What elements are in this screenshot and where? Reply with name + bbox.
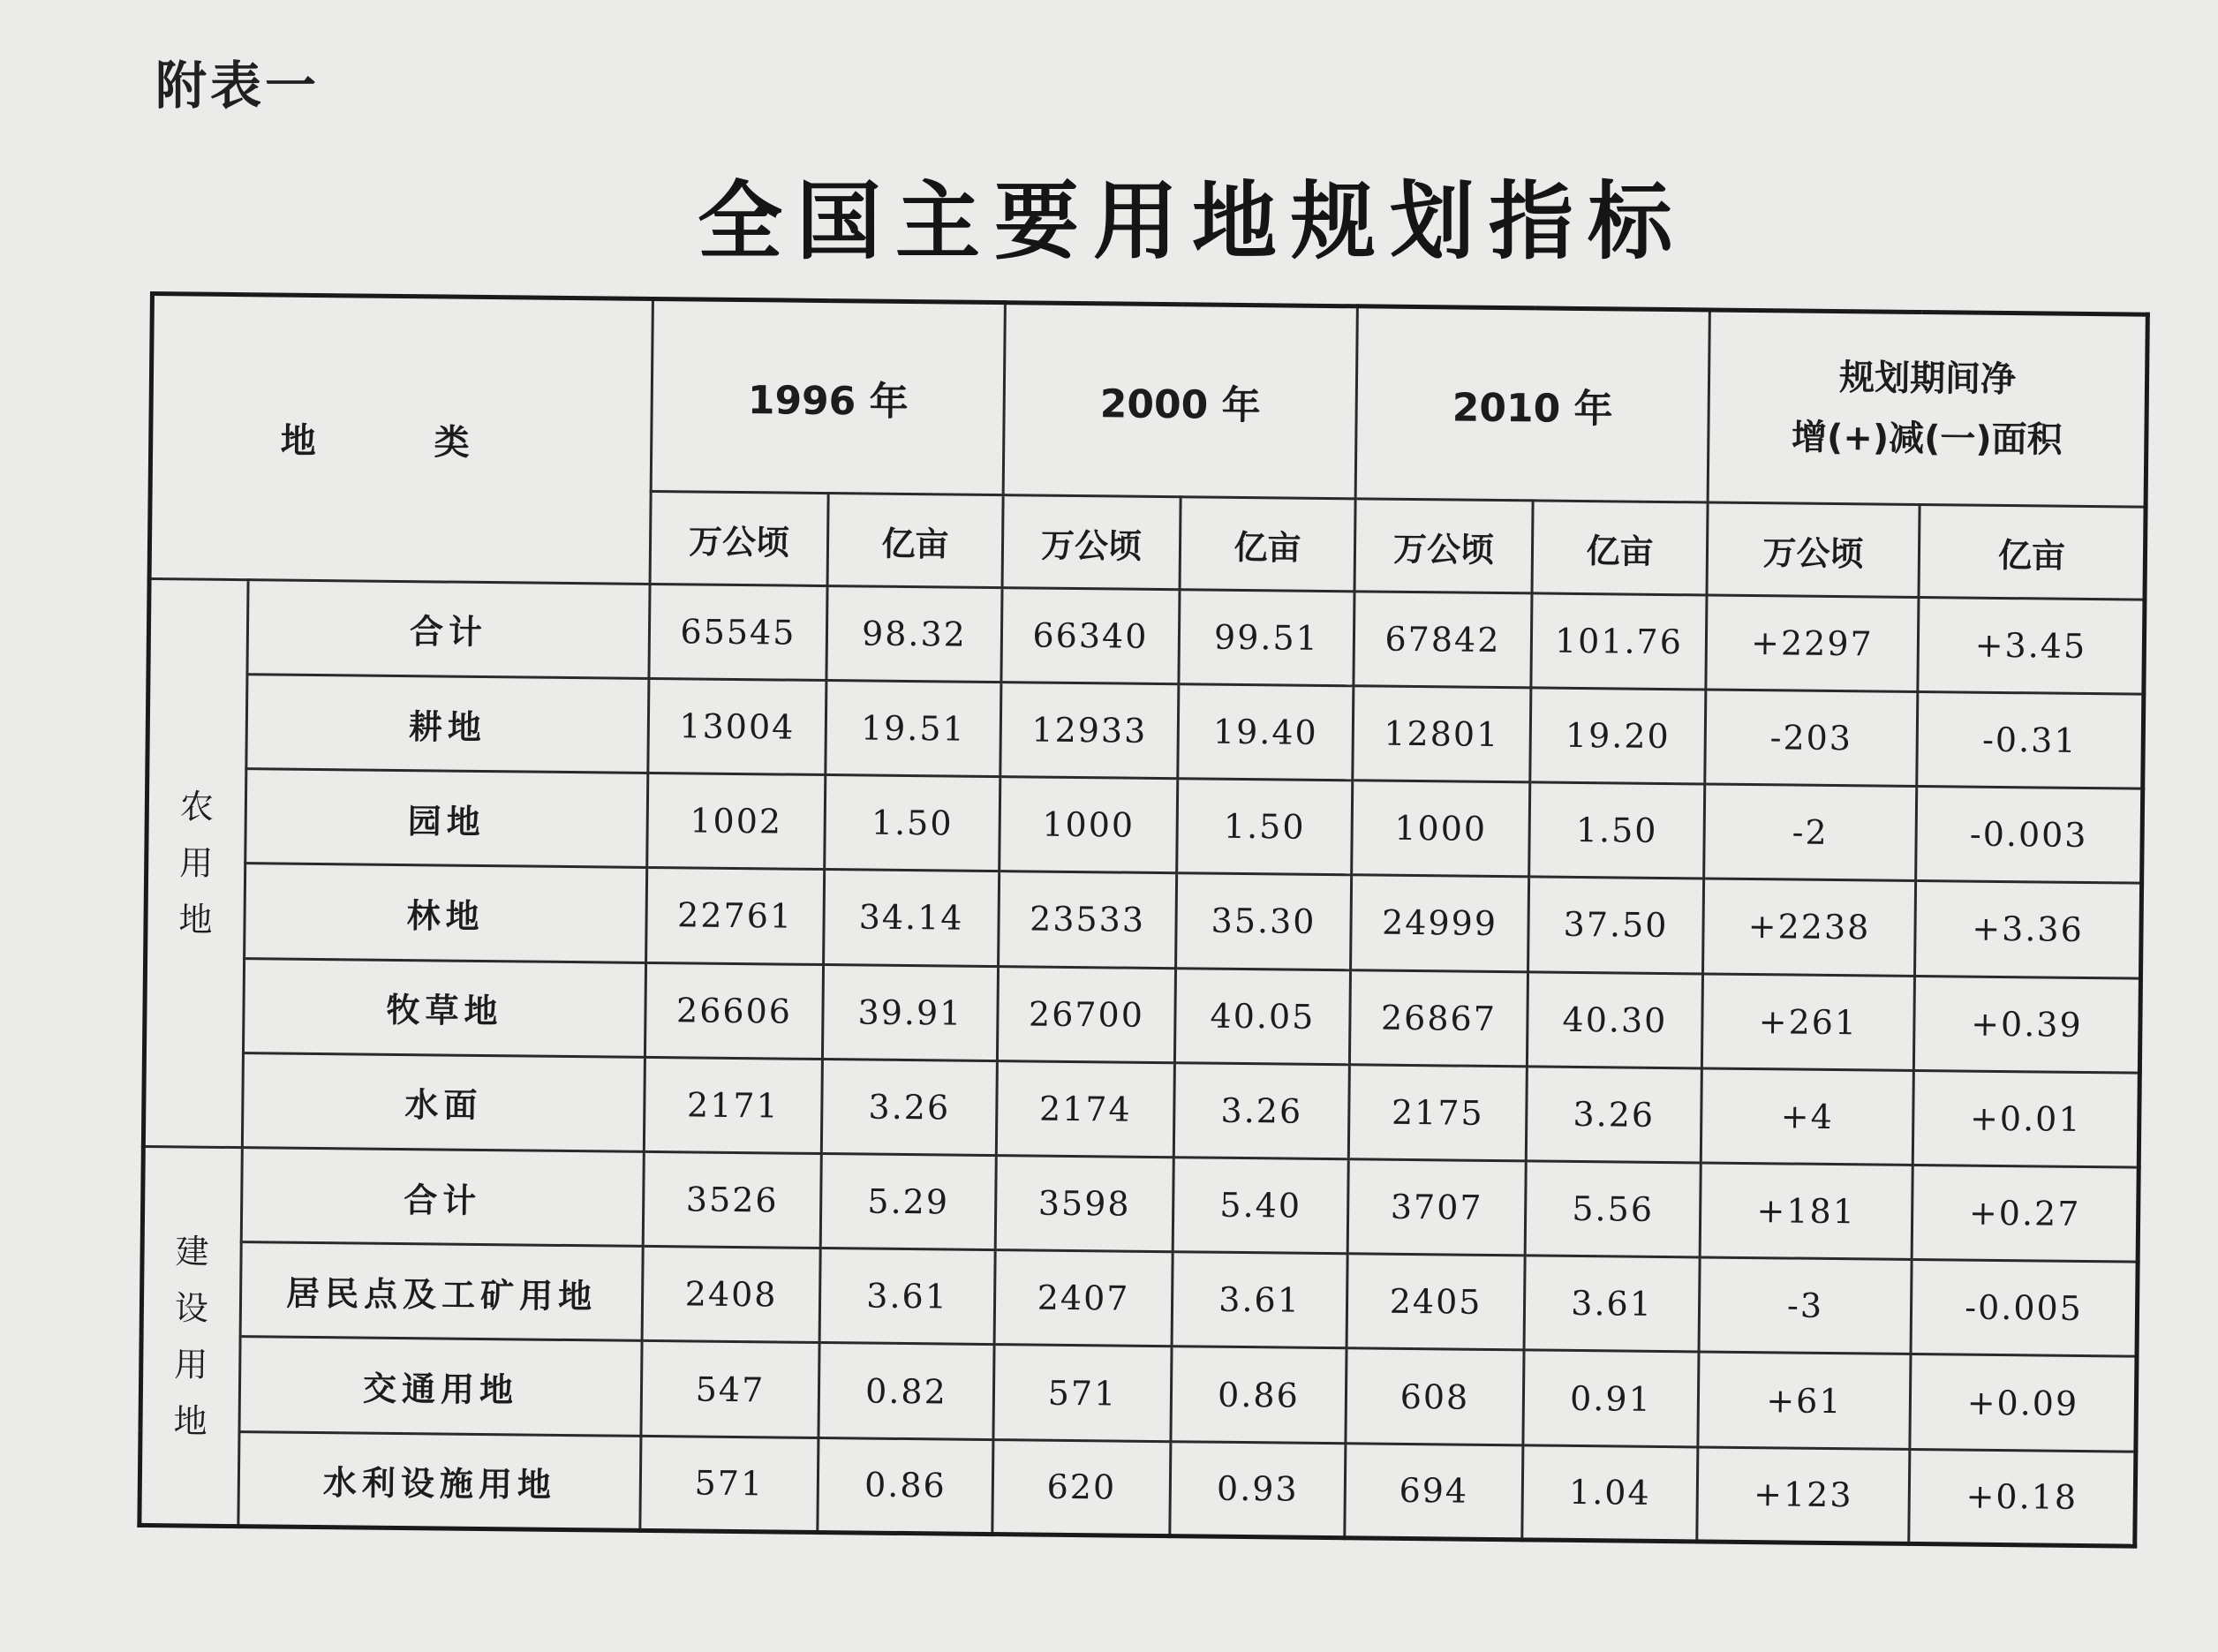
table-cell: 2408 (642, 1247, 820, 1343)
table-cell: 5.29 (820, 1154, 996, 1250)
table-cell: +0.27 (1912, 1165, 2139, 1262)
table-cell: -203 (1705, 690, 1918, 787)
table-cell: -3 (1699, 1257, 1912, 1354)
year-header-2010: 2010 年 (1355, 306, 1709, 503)
page-title: 全国主要用地规划指标 (698, 172, 1686, 271)
table-cell: 2171 (644, 1057, 822, 1153)
table-cell: 1000 (1000, 777, 1178, 873)
row-label: 居民点及工矿用地 (240, 1242, 643, 1341)
table-cell: 12801 (1353, 686, 1531, 782)
table-cell: 19.20 (1530, 688, 1706, 784)
unit-header-2010-mu: 亿亩 (1532, 501, 1708, 594)
net-change-header-line-2: 增(+)减(一)面积 (1791, 417, 2063, 461)
table-cell: 694 (1345, 1443, 1523, 1539)
unit-header-2000-mu: 亿亩 (1180, 497, 1355, 591)
table-cell: 99.51 (1179, 589, 1354, 685)
table-cell: +3.45 (1918, 597, 2145, 694)
table-cell: -2 (1704, 784, 1917, 881)
unit-header-change-hectares: 万公顷 (1707, 502, 1920, 597)
table-cell: 3.26 (1526, 1067, 1701, 1163)
table-cell: 571 (993, 1345, 1172, 1441)
table-cell: 39.91 (822, 964, 998, 1060)
table-cell: 12933 (1000, 683, 1179, 779)
table-cell: 608 (1346, 1348, 1524, 1445)
table-cell: 0.82 (819, 1343, 994, 1439)
table-cell: 2407 (994, 1250, 1173, 1346)
year-header-row (150, 294, 2147, 508)
table-cell: 66340 (1001, 587, 1180, 683)
net-change-header (1708, 310, 2147, 508)
table-cell: 2405 (1347, 1254, 1525, 1350)
table-cell: +3.36 (1914, 881, 2141, 978)
row-label: 林地 (245, 864, 647, 962)
group-label-cell (140, 1146, 242, 1526)
group-label-char: 地 (178, 900, 213, 939)
table-cell: 101.76 (1531, 593, 1707, 690)
row-label: 耕地 (246, 675, 649, 773)
table-cell: +181 (1700, 1163, 1912, 1260)
unit-header-2010-hectares: 万公顷 (1354, 499, 1533, 592)
table-cell: -0.003 (1916, 787, 2143, 884)
table-cell: 0.91 (1523, 1350, 1699, 1446)
table-cell: 19.51 (826, 680, 1001, 776)
group-label-char: 农 (179, 787, 215, 826)
row-label: 水利设施用地 (238, 1431, 641, 1530)
table-cell: 26700 (997, 966, 1175, 1062)
table-cell: +0.39 (1913, 976, 2140, 1073)
table-cell: 98.32 (826, 585, 1002, 682)
table-cell: +61 (1698, 1352, 1911, 1449)
table-cell: +261 (1701, 974, 1914, 1071)
table-cell: 26606 (645, 962, 823, 1059)
unit-header-1996-hectares: 万公顷 (650, 492, 828, 585)
table-cell: -0.005 (1911, 1260, 2138, 1357)
table-cell: 1000 (1352, 781, 1530, 877)
table-cell: 3.26 (821, 1059, 997, 1155)
table-cell: 3.26 (1173, 1062, 1349, 1158)
table-cell: 3.61 (819, 1248, 995, 1345)
table-cell: 40.30 (1527, 971, 1702, 1067)
row-label: 合计 (247, 579, 650, 678)
table-cell: +0.01 (1912, 1070, 2139, 1167)
table-cell: 23533 (999, 871, 1177, 968)
table-cell: 26867 (1349, 969, 1528, 1066)
table-cell: 19.40 (1178, 684, 1354, 781)
table-cell: 1.50 (825, 775, 1000, 871)
table-cell: 5.40 (1173, 1158, 1348, 1254)
table-cell: 3.61 (1524, 1256, 1700, 1352)
table-cell: 1.50 (1529, 782, 1705, 879)
group-label-char: 建 (175, 1231, 209, 1271)
table-cell: 40.05 (1174, 968, 1350, 1064)
table-cell: 1.04 (1522, 1445, 1698, 1542)
table-cell: 65545 (649, 584, 827, 680)
table-cell: +2238 (1703, 879, 1916, 976)
table-cell: 3.61 (1172, 1252, 1347, 1348)
table-cell: 0.86 (818, 1437, 993, 1534)
table-row (140, 1430, 2136, 1546)
group-label-char: 用 (174, 1344, 208, 1384)
table-cell: 5.56 (1525, 1161, 1701, 1257)
land-use-table (137, 291, 2150, 1549)
table-cell: 35.30 (1176, 873, 1352, 969)
table-cell: 1002 (647, 773, 826, 870)
table-cell: 34.14 (824, 870, 1000, 966)
table-cell: 13004 (648, 678, 826, 774)
unit-header-2000-hectares: 万公顷 (1002, 495, 1181, 589)
table-cell: 620 (992, 1439, 1171, 1535)
table-cell: +123 (1697, 1447, 1910, 1544)
appendix-label: 附表一 (155, 56, 321, 116)
row-label: 水面 (242, 1052, 645, 1151)
table-cell: 3526 (643, 1151, 821, 1248)
table-cell: 3598 (995, 1156, 1173, 1252)
table-cell: 2175 (1348, 1065, 1527, 1161)
table-body (140, 578, 2145, 1546)
table-cell: 547 (641, 1341, 819, 1437)
table-cell: +0.09 (1910, 1354, 2137, 1452)
table-cell: 37.50 (1528, 877, 1704, 973)
table-cell: +0.18 (1909, 1449, 2136, 1546)
land-use-table-container (137, 291, 2146, 1549)
unit-header-1996-mu: 亿亩 (827, 494, 1003, 587)
table-cell: -0.31 (1917, 691, 2144, 788)
table-cell: 571 (640, 1436, 819, 1532)
table-cell: 67842 (1354, 591, 1532, 687)
row-label: 交通用地 (239, 1337, 642, 1436)
table-cell: 3707 (1347, 1159, 1526, 1256)
table-cell: +4 (1701, 1068, 1913, 1165)
table-cell: +2297 (1706, 595, 1919, 692)
group-label-cell (143, 578, 248, 1147)
row-label: 园地 (245, 769, 648, 868)
group-label-char: 地 (173, 1400, 207, 1441)
table-cell: 2174 (996, 1060, 1174, 1157)
row-label: 牧草地 (243, 958, 645, 1057)
unit-header-change-mu: 亿亩 (1919, 505, 2146, 600)
group-label-char: 用 (178, 843, 214, 883)
year-header-1996: 1996 年 (651, 298, 1005, 495)
group-label-char: 设 (174, 1287, 209, 1328)
table-cell: 22761 (646, 868, 825, 964)
year-header-2000: 2000 年 (1003, 303, 1357, 500)
table-cell: 24999 (1351, 875, 1529, 971)
table-cell: 0.86 (1171, 1346, 1347, 1443)
table-cell: 0.93 (1170, 1441, 1346, 1537)
net-change-header-line-1: 规划期间净 (1838, 358, 2017, 401)
table-cell: 1.50 (1177, 779, 1353, 875)
land-type-header: 地 类 (149, 294, 653, 585)
row-label: 合计 (241, 1148, 644, 1247)
